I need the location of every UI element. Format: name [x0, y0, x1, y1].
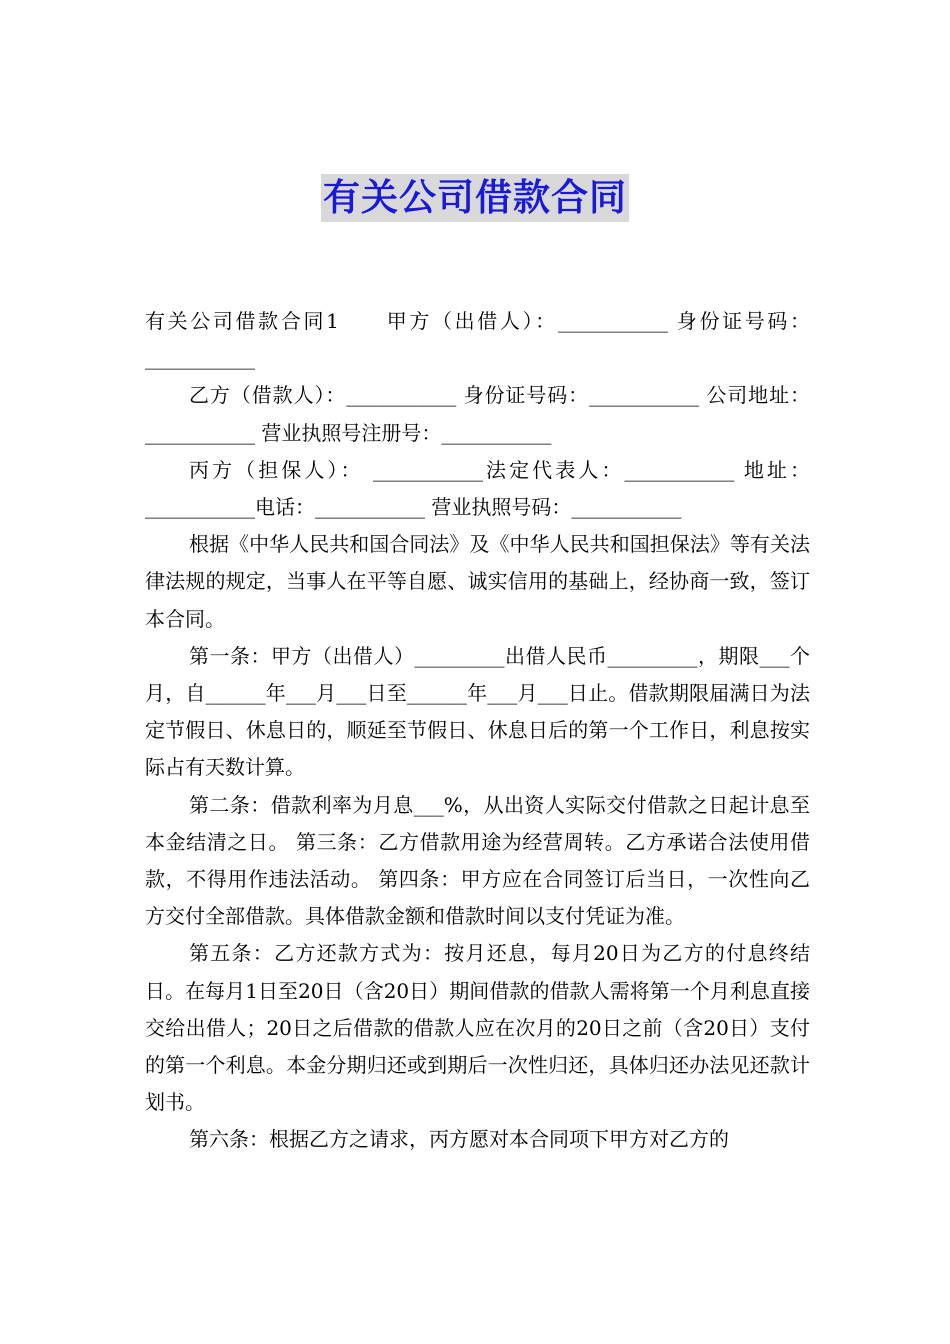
paragraph-article-5: 第五条：乙方还款方式为：按月还息，每月20日为乙方的付息终结日。在每月1日至20日（含20日）期间借款的借款人需将第一个月利息直接交给出借人；20日之后借款的借款人应在次月的20日之前（含20日）支付的第一个利息。本金分期归还或到期后一次性归还，具体归还办法见还款计划书。 [145, 941, 810, 1115]
document-title: 有关公司借款合同 [321, 174, 629, 222]
paragraph-heading-party-a: 有关公司借款合同1 甲方（出借人）：___________ 身份证号码：___________ [145, 309, 810, 371]
paragraph-party-b: 乙方（借款人）：___________ 身份证号码：___________ 公司地址：___________ 营业执照号注册号：___________ [145, 383, 810, 445]
paragraph-article-1: 第一条：甲方（出借人）_________出借人民币_________，期限___个月，自______年___月___日至______年___月___日止。借款期限届满日为法定节假日、休息日的，顺延至节假日、休息日后的第一个工作日，利息按实际占有天数计算。 [145, 643, 810, 780]
paragraph-article-2-4: 第二条：借款利率为月息___%，从出资人实际交付借款之日起计息至本金结清之日。 第三条：乙方借款用途为经营周转。乙方承诺合法使用借款，不得用作违法活动。 第四条：甲方应在合同签订后当日，一次性向乙方交付全部借款。具体借款金额和借款时间以支付凭证为准。 [145, 792, 810, 929]
paragraph-preamble: 根据《中华人民共和国合同法》及《中华人民共和国担保法》等有关法律法规的规定，当事人在平等自愿、诚实信用的基础上，经协商一致，签订本合同。 [145, 532, 810, 631]
paragraph-party-c: 丙方（担保人）： ___________法定代表人：___________ 地址：___________电话：___________ 营业执照号码：___________ [145, 457, 810, 520]
title-container [0, 174, 950, 222]
document-body [145, 303, 810, 1159]
paragraph-article-6: 第六条：根据乙方之请求，丙方愿对本合同项下甲方对乙方的 [189, 1127, 729, 1152]
